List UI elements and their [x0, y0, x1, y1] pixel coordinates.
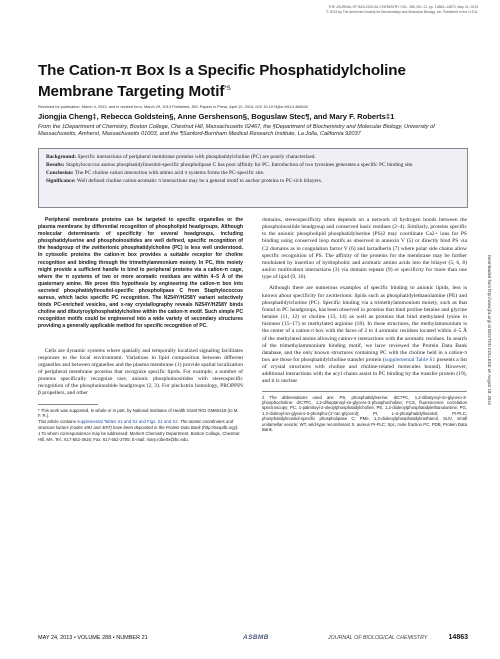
title-footnote-mark: *S [224, 86, 231, 92]
body-paragraph: domains, stereospecificity often depends on a network of hydrogen bonds between the phosphoinositide headgroup and conserved basic residues (2–4). Similarly, proteins specific to the anionic phospholipid phosphatidylserine (PS)2 may coordinate Ca2+ ions for PS binding using conserved loop motifs as observed in annexin V (5) or directly bind PS via C2 domains as in coagulation factor V (6) and lactadherin (7) where polar side chains allow specific recognition of PS. The affinity of the proteins for the membrane may be further modulated by insertion of hydrophobic and aromatic amino acids into the bilayer (5, 6, 8) and/or multivalent interactions (3) via domain repeats (9) or specificity for more than one type of lipid (9, 10). [262, 217, 467, 281]
copyright-line: © 2013 by The American Society for Biochemistry and Molecular Biology, Inc. Published in the U.S.A. [326, 9, 478, 14]
supplemental-table-link[interactable]: supplemental Table S1 [384, 356, 436, 363]
received-line: Received for publication, March 4, 2013, and in revised form, March 29, 2013 Published, JBC Papers in Press, April 10, 2013, DOI 10.1074/jbc.M113.466532 [38, 104, 309, 109]
article-title-text: The Cation-π Box Is a Specific Phosphatidylcholine Membrane Targeting Motif [38, 62, 406, 101]
footnotes [38, 408, 243, 442]
abbreviations-footnote [262, 395, 467, 433]
download-watermark-text[interactable]: Downloaded from http://www.jbc.org/ at BOSTON COLLEGE on August 18, 2016 [487, 255, 492, 405]
abstract-significance [46, 178, 460, 185]
abstract-text: Specific interactions of peripheral membrane proteins with phosphatidylcholine (PC) are poorly characterized. [77, 154, 316, 160]
supplemental-link[interactable]: supplemental Tables S1 and S2 and Figs. S1 and S2 [77, 419, 178, 425]
structured-abstract [38, 148, 468, 208]
abstract-label: Conclusion: [46, 170, 74, 177]
footnote-divider [38, 404, 98, 405]
abstract-text: Staphylococcus aureus phosphatidylinositol-specific phospholipase C has poor affinity for PC. Introduction of two tyrosines generates a specific PC binding site. [65, 162, 414, 169]
body-text: presents a list of crystal structures with choline and choline-related molecules bound). However, additional interactions with the acyl chains assist in PC binding by the transfer protein (19), and it is unclear [262, 356, 467, 385]
affiliations: From the ‡Department of Chemistry, Boston College, Chestnut Hill, Massachusetts 02467, the §Department of Biochemistry and Molecular Biology, University of Massachusetts, Amherst, Massachusetts 01003, and the ¶Sanford-Burnham Medical Research Institute, La Jolla, California 92037 [38, 124, 435, 138]
author-list: Jiongjia Cheng‡, Rebecca Goldstein§, Anne Gershenson§, Boguslaw Stec¶, and Mary F. Roberts‡1 [38, 112, 395, 121]
abstract-results [46, 162, 460, 169]
body-paragraph [262, 285, 467, 385]
footnote-text: . [177, 419, 179, 425]
asbmb-logo: ASBMB [243, 634, 269, 641]
body-text: Although there are numerous examples of specific binding to anionic lipids, less is known about specificity for zwitterionic lipids such as phosphatidylethanolamine (PE) and phosphatidylcholine (PC). Specific binding via a trimethylammonium moiety, such as that found in PC headgroups, has been observed in proteins that bind proline betaine and glycine betaine (11, 12) or choline (13, 14) as well as proteins that bind methylated lysine in histones (15–17) or methylated arginine (18). In these structures, the methylammonium is the center of a cation-π box with the faces of 2 to 4 aromatic residues located within 4–5 Å of the methylated amine allowing cation-π interactions with the aromatic residues. In search of the trimethylammonium binding motif, we have reviewed the Protein Data Bank database, and the only known structures containing PC with the choline held in a cation-π box are those for phosphatidylcholine transfer protein ( [262, 285, 467, 363]
supplemental-footnote [38, 419, 243, 430]
abbreviations-divider [262, 391, 467, 392]
page-footer [38, 634, 468, 644]
abstract-text: The PC choline cation interaction with amino acid π systems forms the PC-specific site. [74, 170, 265, 177]
intro-paragraph: Cells are dynamic systems where spatially and temporally localized signaling facilitates responses to the local environment. Variations in lipid composition between different organelles and between organelles and the plasma membrane (1) provide spatial localization of peripheral membrane proteins that recognize specific lipids. For example, a number of proteins specifically recognize rare, anionic phosphoinositides with stereospecific recognition of the phosphoinositide headgroups (2, 3). For pleckstrin homology, PROPPIN β propellers, and other [38, 347, 243, 397]
download-watermark [480, 255, 494, 535]
funding-footnote: * This work was supported, in whole or in part, by National Institutes of Health Grant R01 GM60418 (to M. F. R.). [38, 407, 239, 418]
abbreviations-text: 2 The abbreviations used are: PS, phosphatidylserine; diC7PC, 1,2-dibutyroyl-sn-glycero-3-phosphocholine; diC7PC, 1,2-diheptanoyl-sn-glycero-3-phosphocholine; FCS, fluorescence correlation spectroscopy; PC, 1-palmitoyl-2-oleoylphosphatidylcholine; PE, 1,2-dioleoylphosphatidylethanolamine; PG, 1,2-dioleoyl-sn-glycero-3-phospho-(1′-rac-glycerol); PI, L-α-phosphatidylinositol; PI-PLC, phosphatidylinositol-specific phospholipase C; PMe, 1,2-dioleoylphosphatidylmethanol; SUV, small unilamellar vesicle; WT, wild-type recombinant S. aureus PI-PLC; Xpc, mole fraction PC; PDB, Protein Data Bank. [262, 394, 467, 433]
coordinates-note: The atomic coordinates and structure factors (codes 4I9J and 4I9T) have been deposited in the Protein Data Bank (http://wwpdb.org/). [38, 419, 239, 430]
journal-name: JOURNAL OF BIOLOGICAL CHEMISTRY [328, 635, 428, 641]
abstract-label: Results: [46, 162, 65, 169]
running-header [118, 5, 478, 14]
abstract-text: Well defined choline cation-aromatic π interactions may be a general motif to anchor proteins to PC-rich bilayers. [76, 178, 323, 185]
right-column [262, 217, 467, 433]
abstract-background [46, 154, 460, 161]
footnote-text: This article contains [38, 419, 78, 425]
page-number: 14863 [448, 634, 468, 641]
abstract-conclusion [46, 170, 460, 177]
journal-citation: THE JOURNAL OF BIOLOGICAL CHEMISTRY VOL. 288, NO. 21, pp. 14863–14873, May 24, 2013 [328, 5, 478, 9]
correspondence-footnote: 1 To whom correspondence may be addressed: Merkert Chemistry Department, Boston College, Chestnut Hill, MA. Tel.: 617-552-3616; Fax: 617-552-2705; E-mail: mary.roberts@bc.edu. [38, 431, 240, 442]
summary-paragraph: Peripheral membrane proteins can be targeted to specific organelles or the plasma membrane by differential recognition of phospholipid headgroups. Although molecular determinants of specificity for several headgroups, including phosphatidylserine and phosphoinositides are well defined, specific recognition of the headgroup of the zwitterionic phosphatidylcholine (PC) is less well understood. In cytosolic proteins the cation-π box provides a suitable receptor for choline recognition and binding through the trimethylammonium moiety. In PC, this moiety might provide a sufficient handle to bind to peripheral proteins via a cation-π cage, where the π systems of two or more aromatic residues are within 4–5 Å of the quaternary amine. We prove this hypothesis by engineering the cation-π box into secreted phosphatidylinositol-specific phospholipase C from Staphylococcus aureus, which lacks specific PC recognition. The N254Y/H258Y variant selectively binds PC-enriched vesicles, and x-ray crystallography reveals N254Y/H258Y binds choline and dibutyroylphosphatidylcholine within the cation-π motif. Such simple PC recognition motifs could be engineered into a wide variety of secondary structures providing a generally applicable method for specific recognition of PC. [38, 217, 243, 330]
left-column [38, 217, 243, 443]
abstract-label: Background: [46, 154, 77, 160]
abstract-label: Significance: [46, 178, 76, 185]
issue-info: MAY 24, 2013 • VOLUME 288 • NUMBER 21 [38, 635, 148, 641]
article-title [38, 61, 468, 101]
